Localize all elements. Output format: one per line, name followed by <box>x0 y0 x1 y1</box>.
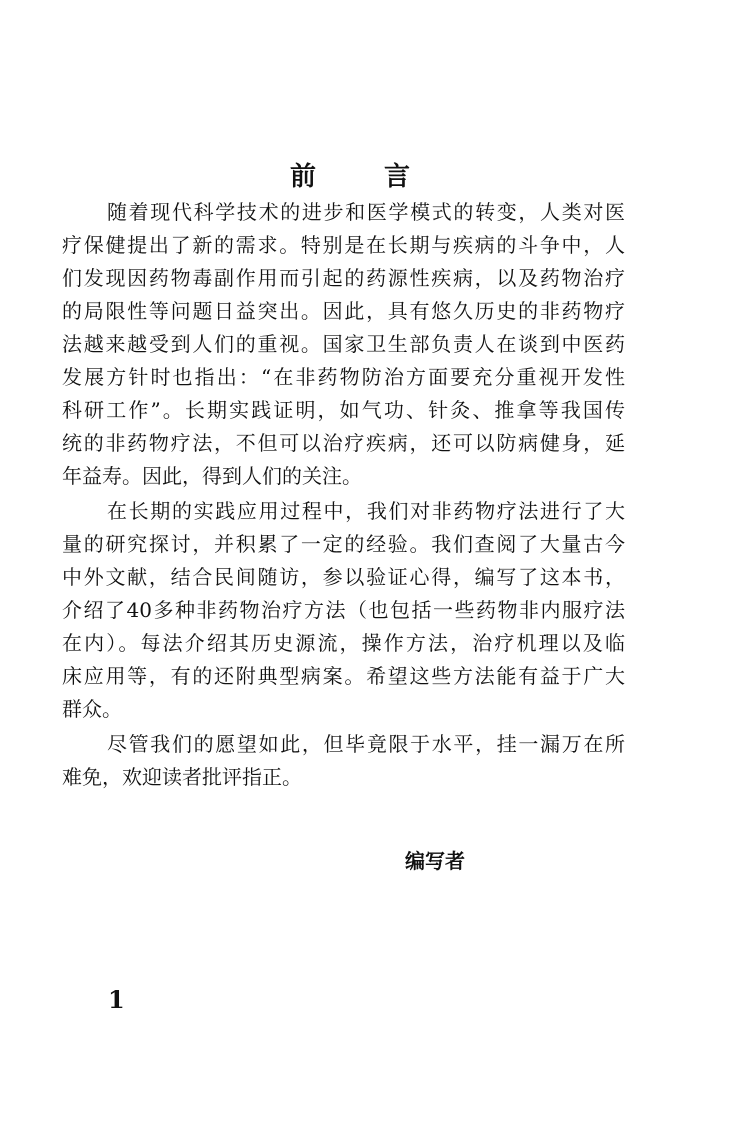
text-line: 年益寿。因此，得到人们的关注。 <box>62 464 362 488</box>
page-number: 1 <box>108 985 125 1014</box>
text-line: 在长期的实践应用过程中，我们对非药物疗法进行了大 <box>107 499 625 523</box>
text-line: 床应用等，有的还附典型病案。希望这些方法能有益于广大 <box>62 664 625 688</box>
paragraph-3 <box>62 728 625 794</box>
text-line: 介绍了40多种非药物治疗方法（也包括一些药物非内服疗法 <box>62 598 625 622</box>
text-line: 发展方针时也指出：“在非药物防治方面要充分重视开发性 <box>62 365 625 389</box>
text-line: 法越来越受到人们的重视。国家卫生部负责人在谈到中医药 <box>62 332 625 356</box>
text-line: 难免，欢迎读者批评指正。 <box>62 765 302 789</box>
text-line: 量的研究探讨，并积累了一定的经验。我们查阅了大量古今 <box>62 532 625 556</box>
text-line: 在内）。每法介绍其历史源流，操作方法，治疗机理以及临 <box>62 631 625 655</box>
text-line: 疗保健提出了新的需求。特别是在长期与疾病的斗争中，人 <box>62 233 625 257</box>
signature: 编写者 <box>405 849 465 873</box>
paragraph-2 <box>62 495 625 726</box>
text-line: 群众。 <box>62 697 122 721</box>
paragraph-1 <box>62 196 625 493</box>
text-line: 们发现因药物毒副作用而引起的药源性疾病，以及药物治疗 <box>62 266 625 290</box>
text-line: 的局限性等问题日益突出。因此，具有悠久历史的非药物疗 <box>62 299 625 323</box>
text-line: 科研工作”。长期实践证明，如气功、针灸、推拿等我国传 <box>62 398 625 422</box>
text-line: 随着现代科学技术的进步和医学模式的转变，人类对医 <box>107 200 625 224</box>
text-line: 中外文献，结合民间随访，参以验证心得，编写了这本书， <box>62 565 625 589</box>
text-line: 统的非药物疗法，不但可以治疗疾病，还可以防病健身，延 <box>62 431 625 455</box>
preface-body <box>62 196 625 794</box>
page-title: 前 言 <box>290 162 410 192</box>
text-line: 尽管我们的愿望如此，但毕竟限于水平，挂一漏万在所 <box>107 732 625 756</box>
